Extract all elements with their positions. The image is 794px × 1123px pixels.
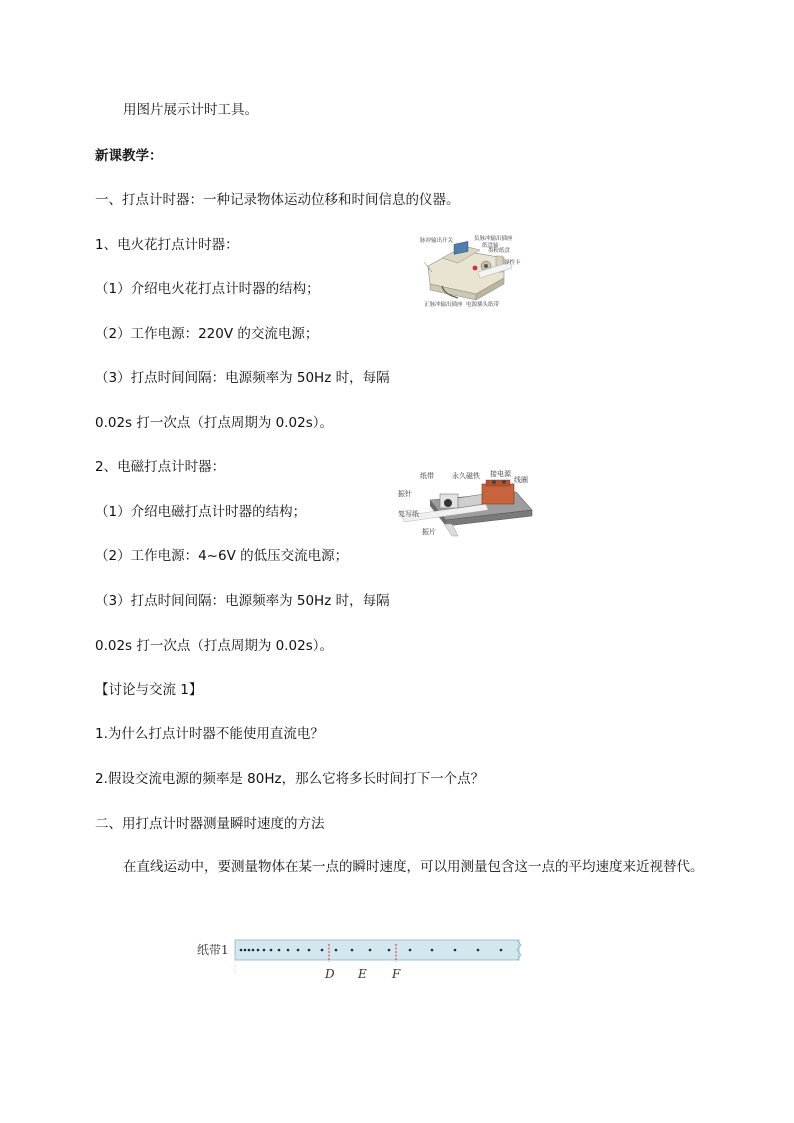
section-1-heading: 一、打点计时器：一种记录物体运动位移和时间信息的仪器。 [95, 192, 460, 208]
spark-label-2: 墨粉纸盘 [488, 248, 511, 254]
em-timer-figure [396, 470, 534, 540]
tape-dot [369, 949, 372, 952]
em-timer-item-3-cont: 0.02s 打一次点（打点周期为 0.02s）。 [95, 638, 334, 654]
spark-label-5: 正脉冲输出插座 [424, 302, 463, 308]
tape-dot [270, 949, 273, 952]
instant-velocity-paragraph: 在直线运动中，要测量物体在某一点的瞬时速度，可以用测量包含这一点的平均速度来近视替代。 [123, 859, 704, 875]
em-label-0: 纸带 [420, 472, 434, 480]
tape-dot [388, 949, 391, 952]
em-timer-item-2: （2）工作电源：4~6V 的低压交流电源； [95, 548, 349, 564]
em-label-2: 接电源 [490, 470, 511, 478]
tape-point-label: D [325, 967, 335, 981]
spark-label-7: 纸带 [488, 302, 500, 308]
tape-dot [351, 949, 354, 952]
spark-label-6: 电源插头 [466, 302, 489, 308]
tape-dot [287, 949, 290, 952]
tape-dot [500, 949, 503, 952]
discussion-heading: 【讨论与交流 1】 [95, 682, 203, 698]
tape-point-label: F [392, 967, 401, 981]
spark-label-3: 纸盘轴 [482, 243, 499, 249]
tape-dot [477, 949, 480, 952]
em-label-4: 振针 [398, 490, 412, 498]
tape-dot [278, 949, 281, 952]
tape-dot [431, 949, 434, 952]
tape-point-label: E [358, 967, 367, 981]
spark-timer-item-2: （2）工作电源：220V 的交流电源； [95, 326, 319, 342]
em-timer-item-3: （3）打点时间间隔：电源频率为 50Hz 时，每隔 [95, 593, 390, 609]
tape-dot [244, 949, 247, 952]
question-2: 2.假设交流电源的频率是 80Hz，那么它将多长时间打下一个点？ [95, 771, 485, 787]
new-lesson-heading: 新课教学： [95, 148, 163, 164]
spark-label-0: 脉冲输出开关 [420, 238, 454, 244]
em-label-1: 永久磁铁 [452, 472, 480, 480]
tape-dot [335, 949, 338, 952]
tape-dot [252, 949, 255, 952]
tape-strip [235, 940, 519, 960]
spark-timer-heading: 1、电火花打点计时器： [95, 237, 239, 253]
question-1: 1.为什么打点计时器不能使用直流电？ [95, 726, 324, 742]
spark-label-1: 负脉冲输出插座 [474, 236, 513, 242]
intro-text: 用图片展示计时工具。 [123, 102, 258, 118]
em-label-6: 振片 [422, 528, 436, 536]
tape-dot [263, 949, 266, 952]
tape-label: 纸带1 [197, 943, 229, 957]
tape-dot [409, 949, 412, 952]
spark-timer-item-3-cont: 0.02s 打一次点（打点周期为 0.02s）。 [95, 415, 334, 431]
em-timer-item-1: （1）介绍电磁打点计时器的结构； [95, 504, 307, 520]
spark-timer-item-1: （1）介绍电火花打点计时器的结构； [95, 281, 320, 297]
tape-dot [454, 949, 457, 952]
em-timer-heading: 2、电磁打点计时器： [95, 459, 226, 475]
tape-dot [321, 949, 324, 952]
em-label-5: 复写纸 [398, 510, 419, 518]
tape-dot [297, 949, 300, 952]
spark-timer-item-3: （3）打点时间间隔：电源频率为 50Hz 时，每隔 [95, 370, 390, 386]
tape-dot [257, 949, 260, 952]
tape-dot [308, 949, 311, 952]
em-label-3: 线圈 [514, 476, 528, 484]
paper-tape-figure [195, 934, 525, 984]
tape-dot [248, 949, 251, 952]
spark-label-4: 弹性卡 [504, 260, 521, 266]
tape-dot [240, 949, 243, 952]
spark-timer-figure [418, 232, 521, 308]
section-2-heading: 二、用打点计时器测量瞬时速度的方法 [95, 816, 325, 832]
